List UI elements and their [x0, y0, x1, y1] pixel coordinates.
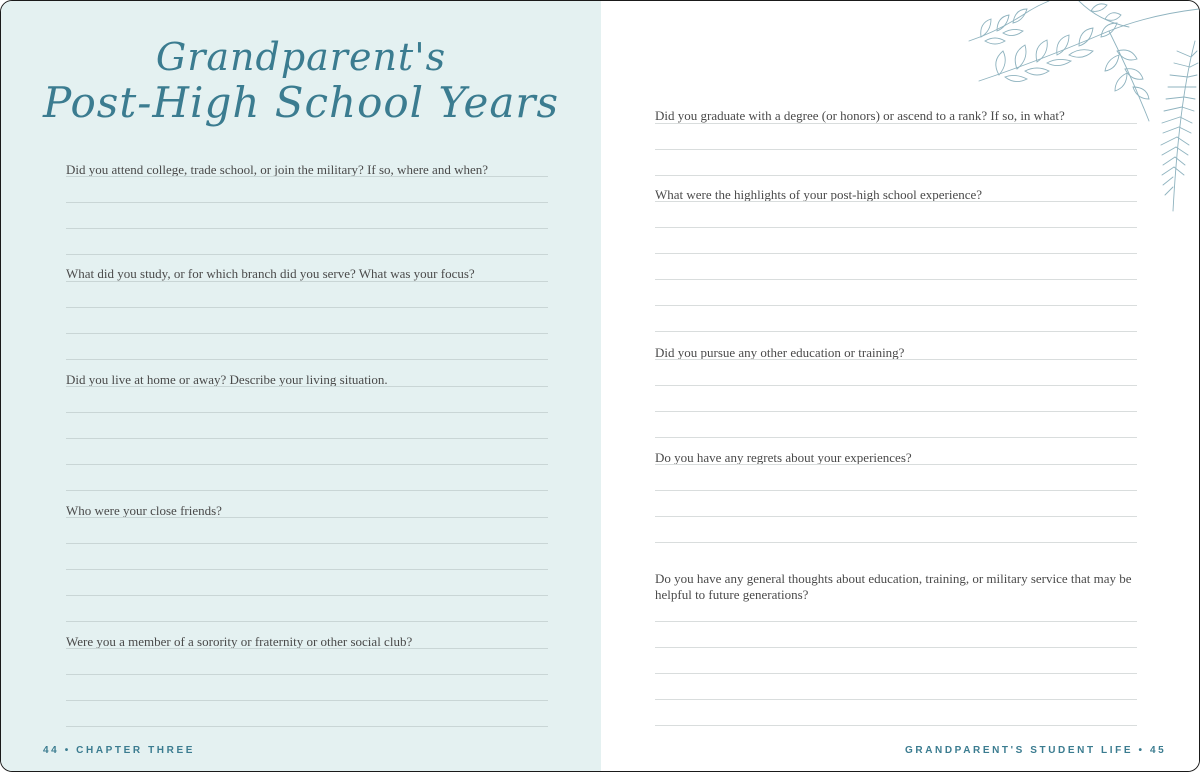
answer-line[interactable] [66, 674, 548, 675]
question-5: Were you a member of a sorority or fraternity or other social club? [66, 634, 413, 649]
answer-line[interactable] [655, 542, 1137, 543]
answer-line[interactable] [66, 359, 548, 360]
question-7: What were the highlights of your post-high school experience? [655, 187, 983, 202]
answer-line[interactable] [66, 726, 548, 727]
answer-line[interactable] [66, 333, 548, 334]
answer-line[interactable] [655, 516, 1137, 517]
answer-line[interactable] [655, 253, 1137, 254]
answer-line[interactable] [66, 569, 548, 570]
botanical-leaf-icon [959, 1, 1200, 216]
answer-line[interactable] [66, 595, 548, 596]
answer-line[interactable] [66, 281, 548, 282]
answer-line[interactable] [655, 437, 1137, 438]
question-4: Who were your close friends? [66, 503, 222, 518]
left-page-folio: 44 • CHAPTER THREE [43, 745, 195, 756]
right-page-folio: GRANDPARENT'S STUDENT LIFE • 45 [905, 745, 1167, 756]
answer-line[interactable] [655, 490, 1137, 491]
page-title-line-1: Grandparent's [155, 35, 447, 79]
answer-line[interactable] [655, 279, 1137, 280]
page-title [1, 35, 601, 127]
answer-line[interactable] [66, 176, 548, 177]
question-10: Do you have any general thoughts about education, training, or military service that may be helpful to future generations? [655, 571, 1132, 602]
answer-line[interactable] [66, 386, 548, 387]
answer-line[interactable] [66, 700, 548, 701]
answer-line[interactable] [66, 621, 548, 622]
answer-line[interactable] [66, 490, 548, 491]
answer-line[interactable] [66, 438, 548, 439]
answer-line[interactable] [66, 412, 548, 413]
question-9: Do you have any regrets about your experiences? [655, 450, 912, 465]
answer-line[interactable] [655, 305, 1137, 306]
left-page [1, 1, 601, 771]
answer-line[interactable] [655, 621, 1137, 622]
answer-line[interactable] [655, 385, 1137, 386]
answer-line[interactable] [66, 202, 548, 203]
answer-line[interactable] [655, 699, 1137, 700]
answer-line[interactable] [655, 359, 1137, 360]
answer-line[interactable] [66, 228, 548, 229]
question-3: Did you live at home or away? Describe your living situation. [66, 372, 388, 387]
answer-line[interactable] [66, 254, 548, 255]
answer-line[interactable] [655, 227, 1137, 228]
answer-line[interactable] [66, 543, 548, 544]
answer-line[interactable] [66, 307, 548, 308]
answer-line[interactable] [655, 725, 1137, 726]
question-8: Did you pursue any other education or training? [655, 345, 905, 360]
answer-line[interactable] [655, 647, 1137, 648]
answer-line[interactable] [655, 464, 1137, 465]
answer-line[interactable] [655, 331, 1137, 332]
question-6: Did you graduate with a degree (or honors) or ascend to a rank? If so, in what? [655, 108, 1065, 123]
answer-line[interactable] [66, 517, 548, 518]
question-2: What did you study, or for which branch did you serve? What was your focus? [66, 266, 475, 281]
answer-line[interactable] [66, 648, 548, 649]
question-1: Did you attend college, trade school, or join the military? If so, where and when? [66, 162, 489, 177]
answer-line[interactable] [66, 464, 548, 465]
answer-line[interactable] [655, 673, 1137, 674]
page-title-line-2: Post-High School Years [42, 78, 560, 127]
answer-line[interactable] [655, 411, 1137, 412]
